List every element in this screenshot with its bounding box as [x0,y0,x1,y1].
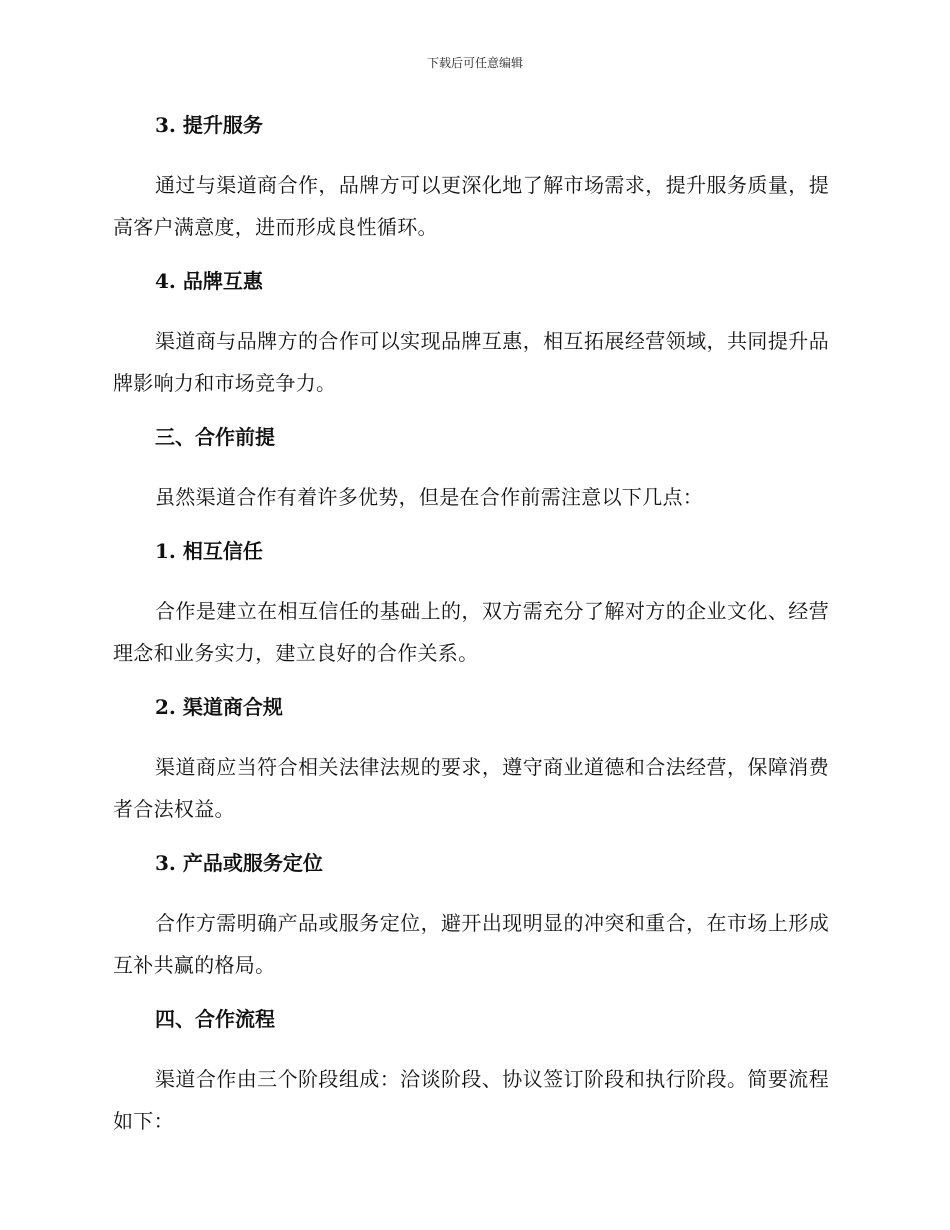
section-heading: 1. 相互信任 [155,539,263,563]
section-heading: 2. 渠道商合规 [155,695,283,719]
section-heading: 4. 品牌互惠 [155,269,263,293]
section-heading: 3. 提升服务 [155,113,263,137]
section-paragraph: 渠道商与品牌方的合作可以实现品牌互惠，相互拓展经营领域，共同提升品牌影响力和市场竞争力。 [113,329,829,395]
section-paragraph: 渠道合作由三个阶段组成：洽谈阶段、协议签订阶段和执行阶段。简要流程如下： [113,1067,829,1133]
page-header: 下载后可任意编辑 [426,56,523,70]
section-paragraph: 虽然渠道合作有着许多优势，但是在合作前需注意以下几点： [155,485,704,509]
document-body [113,110,829,1142]
section-heading: 四、合作流程 [155,1007,275,1031]
section-paragraph: 渠道商应当符合相关法律法规的要求，遵守商业道德和合法经营，保障消费者合法权益。 [113,755,829,821]
section-heading: 3. 产品或服务定位 [155,851,323,875]
section-paragraph: 通过与渠道商合作，品牌方可以更深化地了解市场需求，提升服务质量，提高客户满意度，进而形成良性循环。 [113,173,829,239]
section-paragraph: 合作方需明确产品或服务定位，避开出现明显的冲突和重合，在市场上形成互补共赢的格局。 [113,911,829,977]
section-heading: 三、合作前提 [155,425,275,449]
section-paragraph: 合作是建立在相互信任的基础上的，双方需充分了解对方的企业文化、经营理念和业务实力，建立良好的合作关系。 [113,599,829,665]
